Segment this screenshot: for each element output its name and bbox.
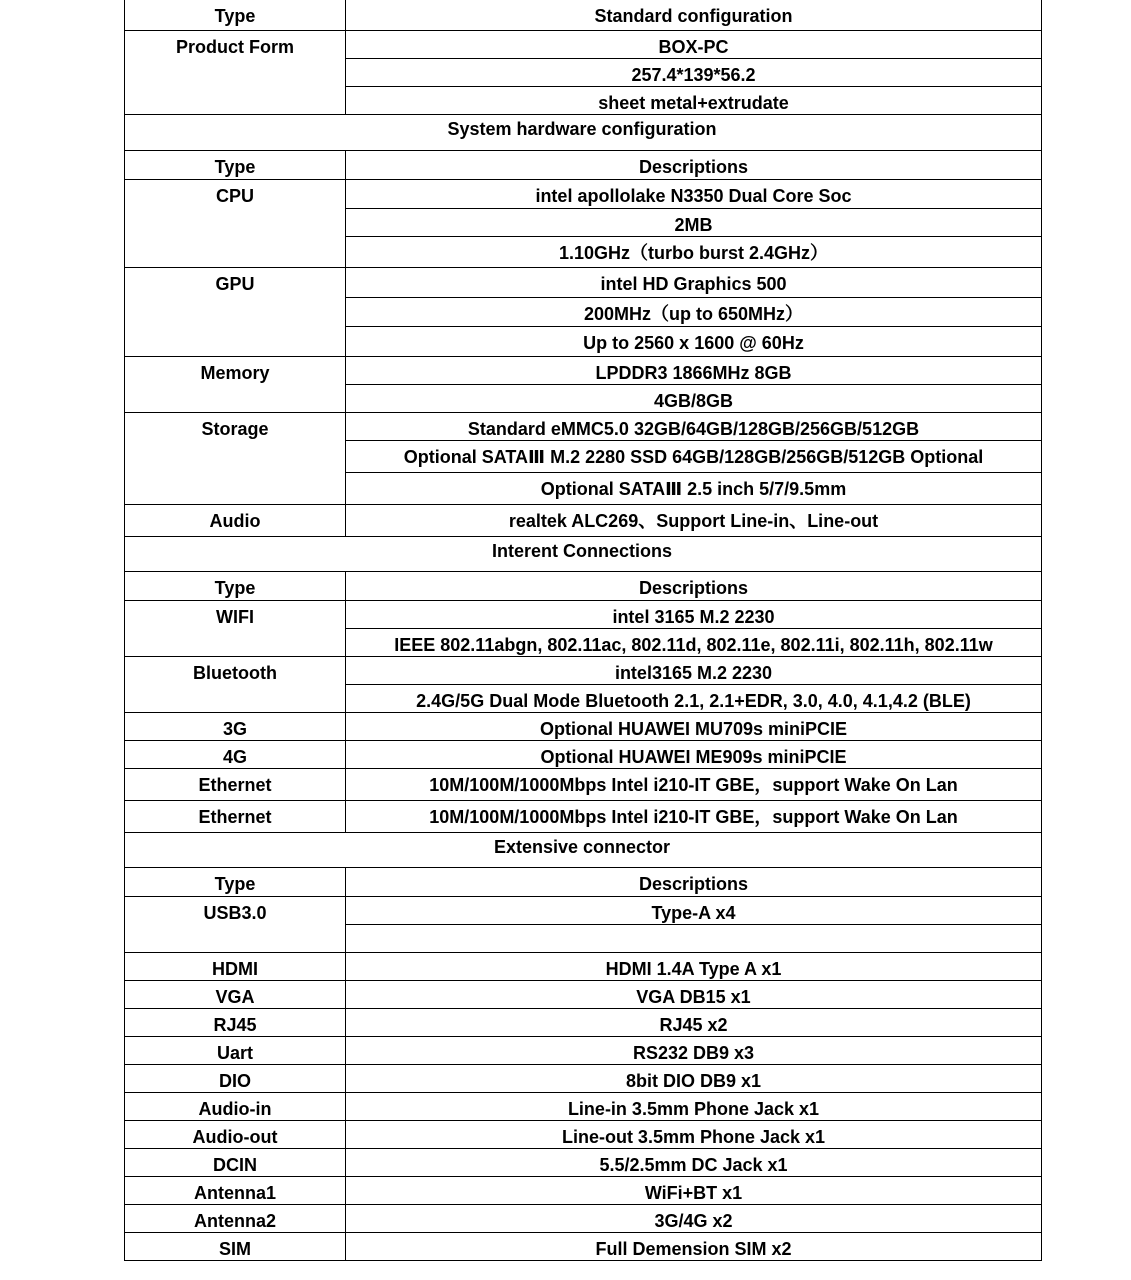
table-row bbox=[125, 1176, 1042, 1204]
column-header-description: Descriptions bbox=[346, 867, 1042, 896]
column-header-description: Standard configuration bbox=[346, 0, 1042, 30]
row-value: 8bit DIO DB9 x1 bbox=[346, 1064, 1042, 1092]
table-row bbox=[125, 600, 1042, 628]
row-label-ethernet: Ethernet bbox=[125, 800, 346, 832]
row-value: Standard eMMC5.0 32GB/64GB/128GB/256GB/512GB bbox=[346, 412, 1042, 440]
table-row bbox=[125, 952, 1042, 980]
table-row bbox=[125, 30, 1042, 58]
row-value: WiFi+BT x1 bbox=[346, 1176, 1042, 1204]
row-label-bluetooth: Bluetooth bbox=[125, 656, 346, 712]
row-value: intel 3165 M.2 2230 bbox=[346, 600, 1042, 628]
row-value: HDMI 1.4A Type A x1 bbox=[346, 952, 1042, 980]
section-header-row bbox=[125, 867, 1042, 896]
row-label-antenna1: Antenna1 bbox=[125, 1176, 346, 1204]
row-label-dcin: DCIN bbox=[125, 1148, 346, 1176]
table-row bbox=[125, 179, 1042, 208]
row-value: IEEE 802.11abgn, 802.11ac, 802.11d, 802.11e, 802.11i, 802.11h, 802.11w bbox=[346, 628, 1042, 656]
row-value: RJ45 x2 bbox=[346, 1008, 1042, 1036]
row-value: Type-A x4 bbox=[346, 896, 1042, 924]
column-header-type: Type bbox=[125, 867, 346, 896]
table-row bbox=[125, 768, 1042, 800]
table-row bbox=[125, 1232, 1042, 1260]
row-value: 257.4*139*56.2 bbox=[346, 58, 1042, 86]
column-header-description: Descriptions bbox=[346, 571, 1042, 600]
row-value: realtek ALC269、Support Line-in、Line-out bbox=[346, 504, 1042, 536]
section-header-row bbox=[125, 150, 1042, 179]
column-header-type: Type bbox=[125, 150, 346, 179]
table-row bbox=[125, 504, 1042, 536]
table-row bbox=[125, 656, 1042, 684]
table-row bbox=[125, 1204, 1042, 1232]
row-value: 3G/4G x2 bbox=[346, 1204, 1042, 1232]
row-label-sim: SIM bbox=[125, 1232, 346, 1260]
row-value: 200MHz（up to 650MHz） bbox=[346, 297, 1042, 326]
column-header-type: Type bbox=[125, 571, 346, 600]
row-label-vga: VGA bbox=[125, 980, 346, 1008]
row-label-wifi: WIFI bbox=[125, 600, 346, 656]
row-label-gpu: GPU bbox=[125, 267, 346, 356]
table-row bbox=[125, 1148, 1042, 1176]
row-value: VGA DB15 x1 bbox=[346, 980, 1042, 1008]
row-label-audio-in: Audio-in bbox=[125, 1092, 346, 1120]
section-title-row bbox=[125, 536, 1042, 571]
row-value: 1.10GHz（turbo burst 2.4GHz） bbox=[346, 236, 1042, 267]
table-row bbox=[125, 1064, 1042, 1092]
section-title: System hardware configuration bbox=[125, 114, 1042, 150]
row-value: 4GB/8GB bbox=[346, 384, 1042, 412]
row-value: 10M/100M/1000Mbps Intel i210-IT GBE，support Wake On Lan bbox=[346, 768, 1042, 800]
table-row bbox=[125, 356, 1042, 384]
row-value: intel HD Graphics 500 bbox=[346, 267, 1042, 297]
row-value: Optional SATAⅢ 2.5 inch 5/7/9.5mm bbox=[346, 472, 1042, 504]
row-value: 2MB bbox=[346, 208, 1042, 236]
row-value: Optional HUAWEI MU709s miniPCIE bbox=[346, 712, 1042, 740]
row-label-rj45: RJ45 bbox=[125, 1008, 346, 1036]
row-value: Optional HUAWEI ME909s miniPCIE bbox=[346, 740, 1042, 768]
row-value bbox=[346, 924, 1042, 952]
table-row bbox=[125, 267, 1042, 297]
section-title-row bbox=[125, 832, 1042, 867]
row-label-storage: Storage bbox=[125, 412, 346, 504]
row-value: intel apollolake N3350 Dual Core Soc bbox=[346, 179, 1042, 208]
section-title: Extensive connector bbox=[125, 832, 1042, 867]
row-value: Full Demension SIM x2 bbox=[346, 1232, 1042, 1260]
row-label-uart: Uart bbox=[125, 1036, 346, 1064]
table-row bbox=[125, 980, 1042, 1008]
row-value: BOX-PC bbox=[346, 30, 1042, 58]
row-label-3g: 3G bbox=[125, 712, 346, 740]
row-label-cpu: CPU bbox=[125, 179, 346, 267]
row-label-ethernet: Ethernet bbox=[125, 768, 346, 800]
row-value: Line-out 3.5mm Phone Jack x1 bbox=[346, 1120, 1042, 1148]
row-value: Optional SATAⅢ M.2 2280 SSD 64GB/128GB/256GB/512GB Optional bbox=[346, 440, 1042, 472]
row-value: 10M/100M/1000Mbps Intel i210-IT GBE，support Wake On Lan bbox=[346, 800, 1042, 832]
row-label-usb3-0: USB3.0 bbox=[125, 896, 346, 952]
row-value: sheet metal+extrudate bbox=[346, 86, 1042, 114]
table-row bbox=[125, 1092, 1042, 1120]
row-value: 2.4G/5G Dual Mode Bluetooth 2.1, 2.1+EDR, 3.0, 4.0, 4.1,4.2 (BLE) bbox=[346, 684, 1042, 712]
row-label-antenna2: Antenna2 bbox=[125, 1204, 346, 1232]
section-title: Interent Connections bbox=[125, 536, 1042, 571]
row-value: 5.5/2.5mm DC Jack x1 bbox=[346, 1148, 1042, 1176]
row-label-audio: Audio bbox=[125, 504, 346, 536]
table-row bbox=[125, 896, 1042, 924]
table-row bbox=[125, 412, 1042, 440]
row-value: Line-in 3.5mm Phone Jack x1 bbox=[346, 1092, 1042, 1120]
row-label-memory: Memory bbox=[125, 356, 346, 412]
row-value: RS232 DB9 x3 bbox=[346, 1036, 1042, 1064]
section-header-row bbox=[125, 0, 1042, 30]
column-header-description: Descriptions bbox=[346, 150, 1042, 179]
row-label-hdmi: HDMI bbox=[125, 952, 346, 980]
table-row bbox=[125, 740, 1042, 768]
row-label-dio: DIO bbox=[125, 1064, 346, 1092]
column-header-type: Type bbox=[125, 0, 346, 30]
row-label-audio-out: Audio-out bbox=[125, 1120, 346, 1148]
table-row bbox=[125, 712, 1042, 740]
row-label-product-form: Product Form bbox=[125, 30, 346, 114]
row-value: LPDDR3 1866MHz 8GB bbox=[346, 356, 1042, 384]
table-row bbox=[125, 800, 1042, 832]
row-value: Up to 2560 x 1600 @ 60Hz bbox=[346, 326, 1042, 356]
table-row bbox=[125, 1120, 1042, 1148]
row-label-4g: 4G bbox=[125, 740, 346, 768]
section-header-row bbox=[125, 571, 1042, 600]
section-title-row bbox=[125, 114, 1042, 150]
row-value: intel3165 M.2 2230 bbox=[346, 656, 1042, 684]
table-row bbox=[125, 1036, 1042, 1064]
table-row bbox=[125, 1008, 1042, 1036]
spec-table bbox=[124, 0, 1042, 1261]
